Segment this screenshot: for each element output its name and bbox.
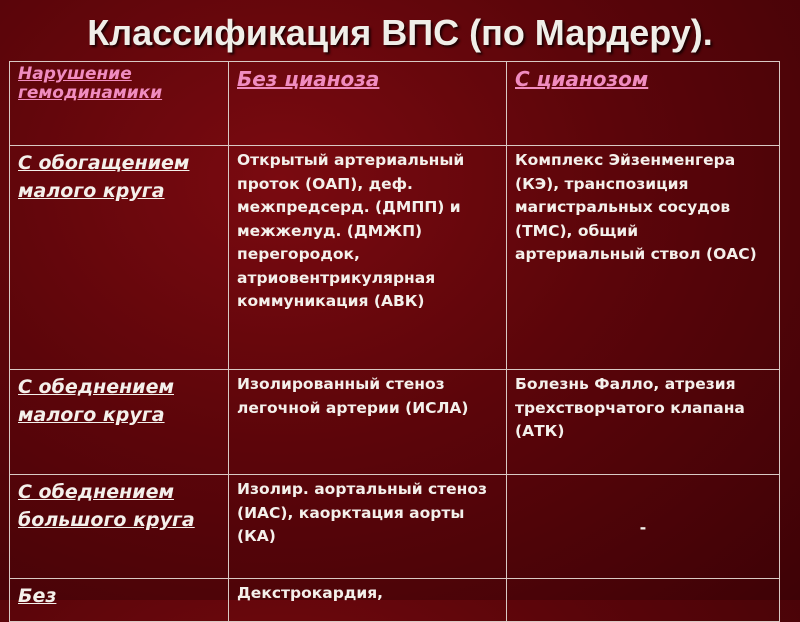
category-cell	[10, 370, 229, 475]
header-cyanotic: С цианозом	[515, 67, 649, 91]
category-label: С обеднением большого круга	[18, 481, 195, 531]
table-header-row	[10, 62, 780, 146]
header-acyanotic: Без цианоза	[237, 67, 380, 91]
acyanotic-cell	[229, 370, 507, 475]
cyanotic-cell	[507, 146, 780, 370]
acyanotic-text: Декстрокардия,	[237, 584, 384, 602]
category-label: Без	[18, 585, 57, 607]
header-cell-hemodynamics	[10, 62, 229, 146]
category-label: С обеднением малого круга	[18, 376, 174, 426]
header-cell-cyanotic	[507, 62, 780, 146]
cyanotic-cell	[507, 370, 780, 475]
category-cell	[10, 146, 229, 370]
header-cell-acyanotic	[229, 62, 507, 146]
acyanotic-text: Открытый артериальный проток (ОАП), деф. межпредсерд. (ДМПП) и межжелуд. (ДМЖП) перегородок, атриовентрикулярная коммуникация (АВК)	[237, 151, 465, 310]
cyanotic-text: -	[639, 518, 647, 538]
acyanotic-cell	[229, 146, 507, 370]
table-row	[10, 475, 780, 579]
cyanotic-text: Болезнь Фалло, атрезия трехстворчатого клапана (АТК)	[515, 375, 745, 440]
slide-title: Классификация ВПС (по Мардеру).	[87, 12, 713, 53]
category-cell	[10, 475, 229, 579]
cyanotic-text: Комплекс Эйзенменгера (КЭ), транспозиция магистральных сосудов (ТМС), общий артериальный ствол (ОАС)	[515, 151, 757, 263]
header-hemodynamics: Нарушение гемодинамики	[18, 64, 163, 103]
acyanotic-text: Изолированный стеноз легочной артерии (ИСЛА)	[237, 375, 469, 417]
table-row	[10, 146, 780, 370]
table-row	[10, 579, 780, 622]
category-cell	[10, 579, 229, 622]
cyanotic-cell	[507, 579, 780, 622]
category-label: С обогащением малого круга	[18, 152, 190, 202]
classification-table	[9, 61, 780, 622]
acyanotic-cell	[229, 475, 507, 579]
cyanotic-cell	[507, 475, 780, 579]
acyanotic-text: Изолир. аортальный стеноз (ИАС), каорктация аорты (КА)	[237, 480, 488, 545]
table-row	[10, 370, 780, 475]
acyanotic-cell	[229, 579, 507, 622]
